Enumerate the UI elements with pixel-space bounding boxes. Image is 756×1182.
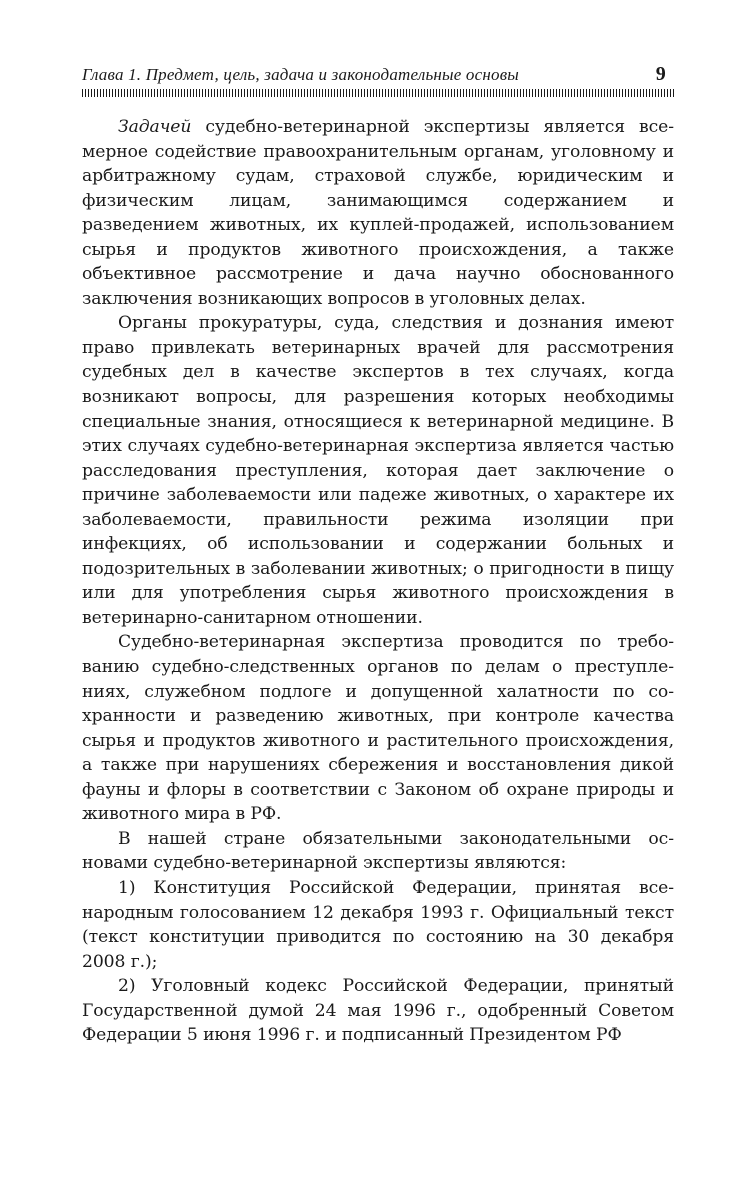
book-page xyxy=(82,62,674,1048)
running-header xyxy=(82,62,674,87)
chapter-title: Глава 1. Предмет, цель, задача и законодательные основы xyxy=(82,65,519,84)
list-item-constitution: 1) Конституция Российской Федерации, принятая всенародным голосованием 12 декабря 1993 г. Официальный текст (текст конституции приводится по состоянию на 30 декабря 2008 г.); xyxy=(82,877,674,972)
paragraph-legal-basis: В нашей стране обязательными законодательными основами судебно-ветеринарной экспертизы являются: xyxy=(82,828,674,874)
paragraph-lead-word: Задачей xyxy=(118,117,192,137)
list-item-criminal-code: 2) Уголовный кодекс Российской Федерации, принятый Государственной думой 24 мая 1996 г., одобренный Советом Федерации 5 июня 1996 г. и подписанный Президентом РФ xyxy=(82,976,674,1046)
paragraph-requirements: Судебно-ветеринарная экспертиза проводится по требованию судебно-следственных органов по делам о преступлениях, служебном подлоге и допущенной халатности по сохранности и разведению животных, при контроле качества сырья и продуктов животного и растительного происхождения, а также при нарушениях сбережения и восстановления дикой фауны и флоры в соответствии с Законом об охране природы и животного мира в РФ. xyxy=(82,632,674,825)
paragraph-task xyxy=(82,115,674,311)
main-text xyxy=(82,115,674,1048)
page-number: 9 xyxy=(655,63,666,85)
header-rule xyxy=(82,89,674,97)
paragraph-text: судебно-ветеринарной экспертизы является всемерное содействие правоохранительным органам, уголовному и арбитражному судам, страховой службе, юридическим и физическим лицам, занимающимся содержанием и разведением животных, их куплей-продажей, использованием сырья и продуктов животного происхождения, а также объективное рассмотрение и дача научно обоснованного заключения возникающих вопросов в уголовных делах. xyxy=(82,117,674,309)
paragraph-authorities: Органы прокуратуры, суда, следствия и дознания имеют право привлекать ветеринарных врачей для рассмотрения судебных дел в качестве экспертов в тех случаях, когда возникают вопросы, для разрешения которых необходимы специальные знания, относящиеся к ветеринарной медицине. В этих случаях судебно-ветеринарная экспертиза является частью расследования преступления, которая дает заключение о причине заболеваемости или падеже животных, о характере их заболеваемости, правильности режима изоляции при инфекциях, об использовании и содержании больных и подозрительных в заболевании животных; о пригодности в пищу или для употребления сырья животного происхождения в ветеринарно-санитарном отношении. xyxy=(82,313,674,628)
